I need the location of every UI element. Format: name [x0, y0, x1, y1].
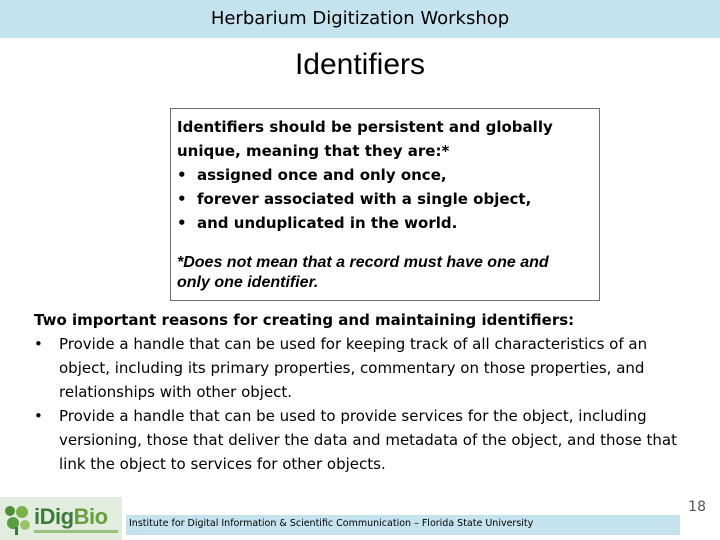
reason-item [34, 332, 694, 404]
definition-note-line-2: only one identifier. [177, 274, 319, 291]
logo-underline [34, 530, 118, 533]
reasons-intro: Two important reasons for creating and maintaining identifiers: [34, 311, 575, 329]
definition-note [177, 253, 593, 293]
definition-line-1: Identifiers should be persistent and globally [177, 118, 553, 136]
bullet-glyph: • [34, 335, 43, 353]
definition-bullet-item [177, 211, 593, 235]
logo-prefix: iDig [34, 504, 74, 529]
bullet-glyph: • [177, 190, 187, 208]
logo-suffix: Bio [73, 504, 108, 529]
definition-box [170, 108, 600, 301]
logo-wordmark [34, 504, 108, 530]
page-number: 18 [688, 499, 706, 515]
bullet-glyph: • [34, 407, 43, 425]
reasons-section [34, 308, 694, 476]
definition-bullet-item [177, 163, 593, 187]
definition-bullet-item [177, 187, 593, 211]
definition-note-line-1: *Does not mean that a record must have one and [177, 254, 549, 271]
header-band [0, 0, 720, 38]
definition-line-2: unique, meaning that they are:* [177, 142, 450, 160]
idigbio-logo [0, 497, 122, 540]
institute-strip [126, 515, 680, 535]
leaf-icon [2, 503, 32, 535]
reason-text: Provide a handle that can be used for keeping track of all characteristics of an object, including its primary properties, commentary on those properties, and relationships with other object. [59, 335, 648, 401]
reason-item [34, 404, 694, 476]
institute-text: Institute for Digital Information & Scientific Communication – Florida State University [129, 518, 534, 529]
bullet-glyph: • [177, 166, 187, 184]
definition-bullet-text: and unduplicated in the world. [197, 214, 458, 232]
reasons-list [34, 332, 694, 476]
footer [0, 497, 720, 540]
bullet-glyph: • [177, 214, 187, 232]
definition-bullet-text: assigned once and only once, [197, 166, 447, 184]
definition-bullet-text: forever associated with a single object, [197, 190, 532, 208]
reason-text: Provide a handle that can be used to provide services for the object, including versioning, those that deliver the data and metadata of the object, and those that link the object to services for other objects. [59, 407, 677, 473]
workshop-title: Herbarium Digitization Workshop [210, 8, 510, 29]
definition-bullet-list [177, 163, 593, 235]
slide-title: Identifiers [294, 48, 426, 81]
